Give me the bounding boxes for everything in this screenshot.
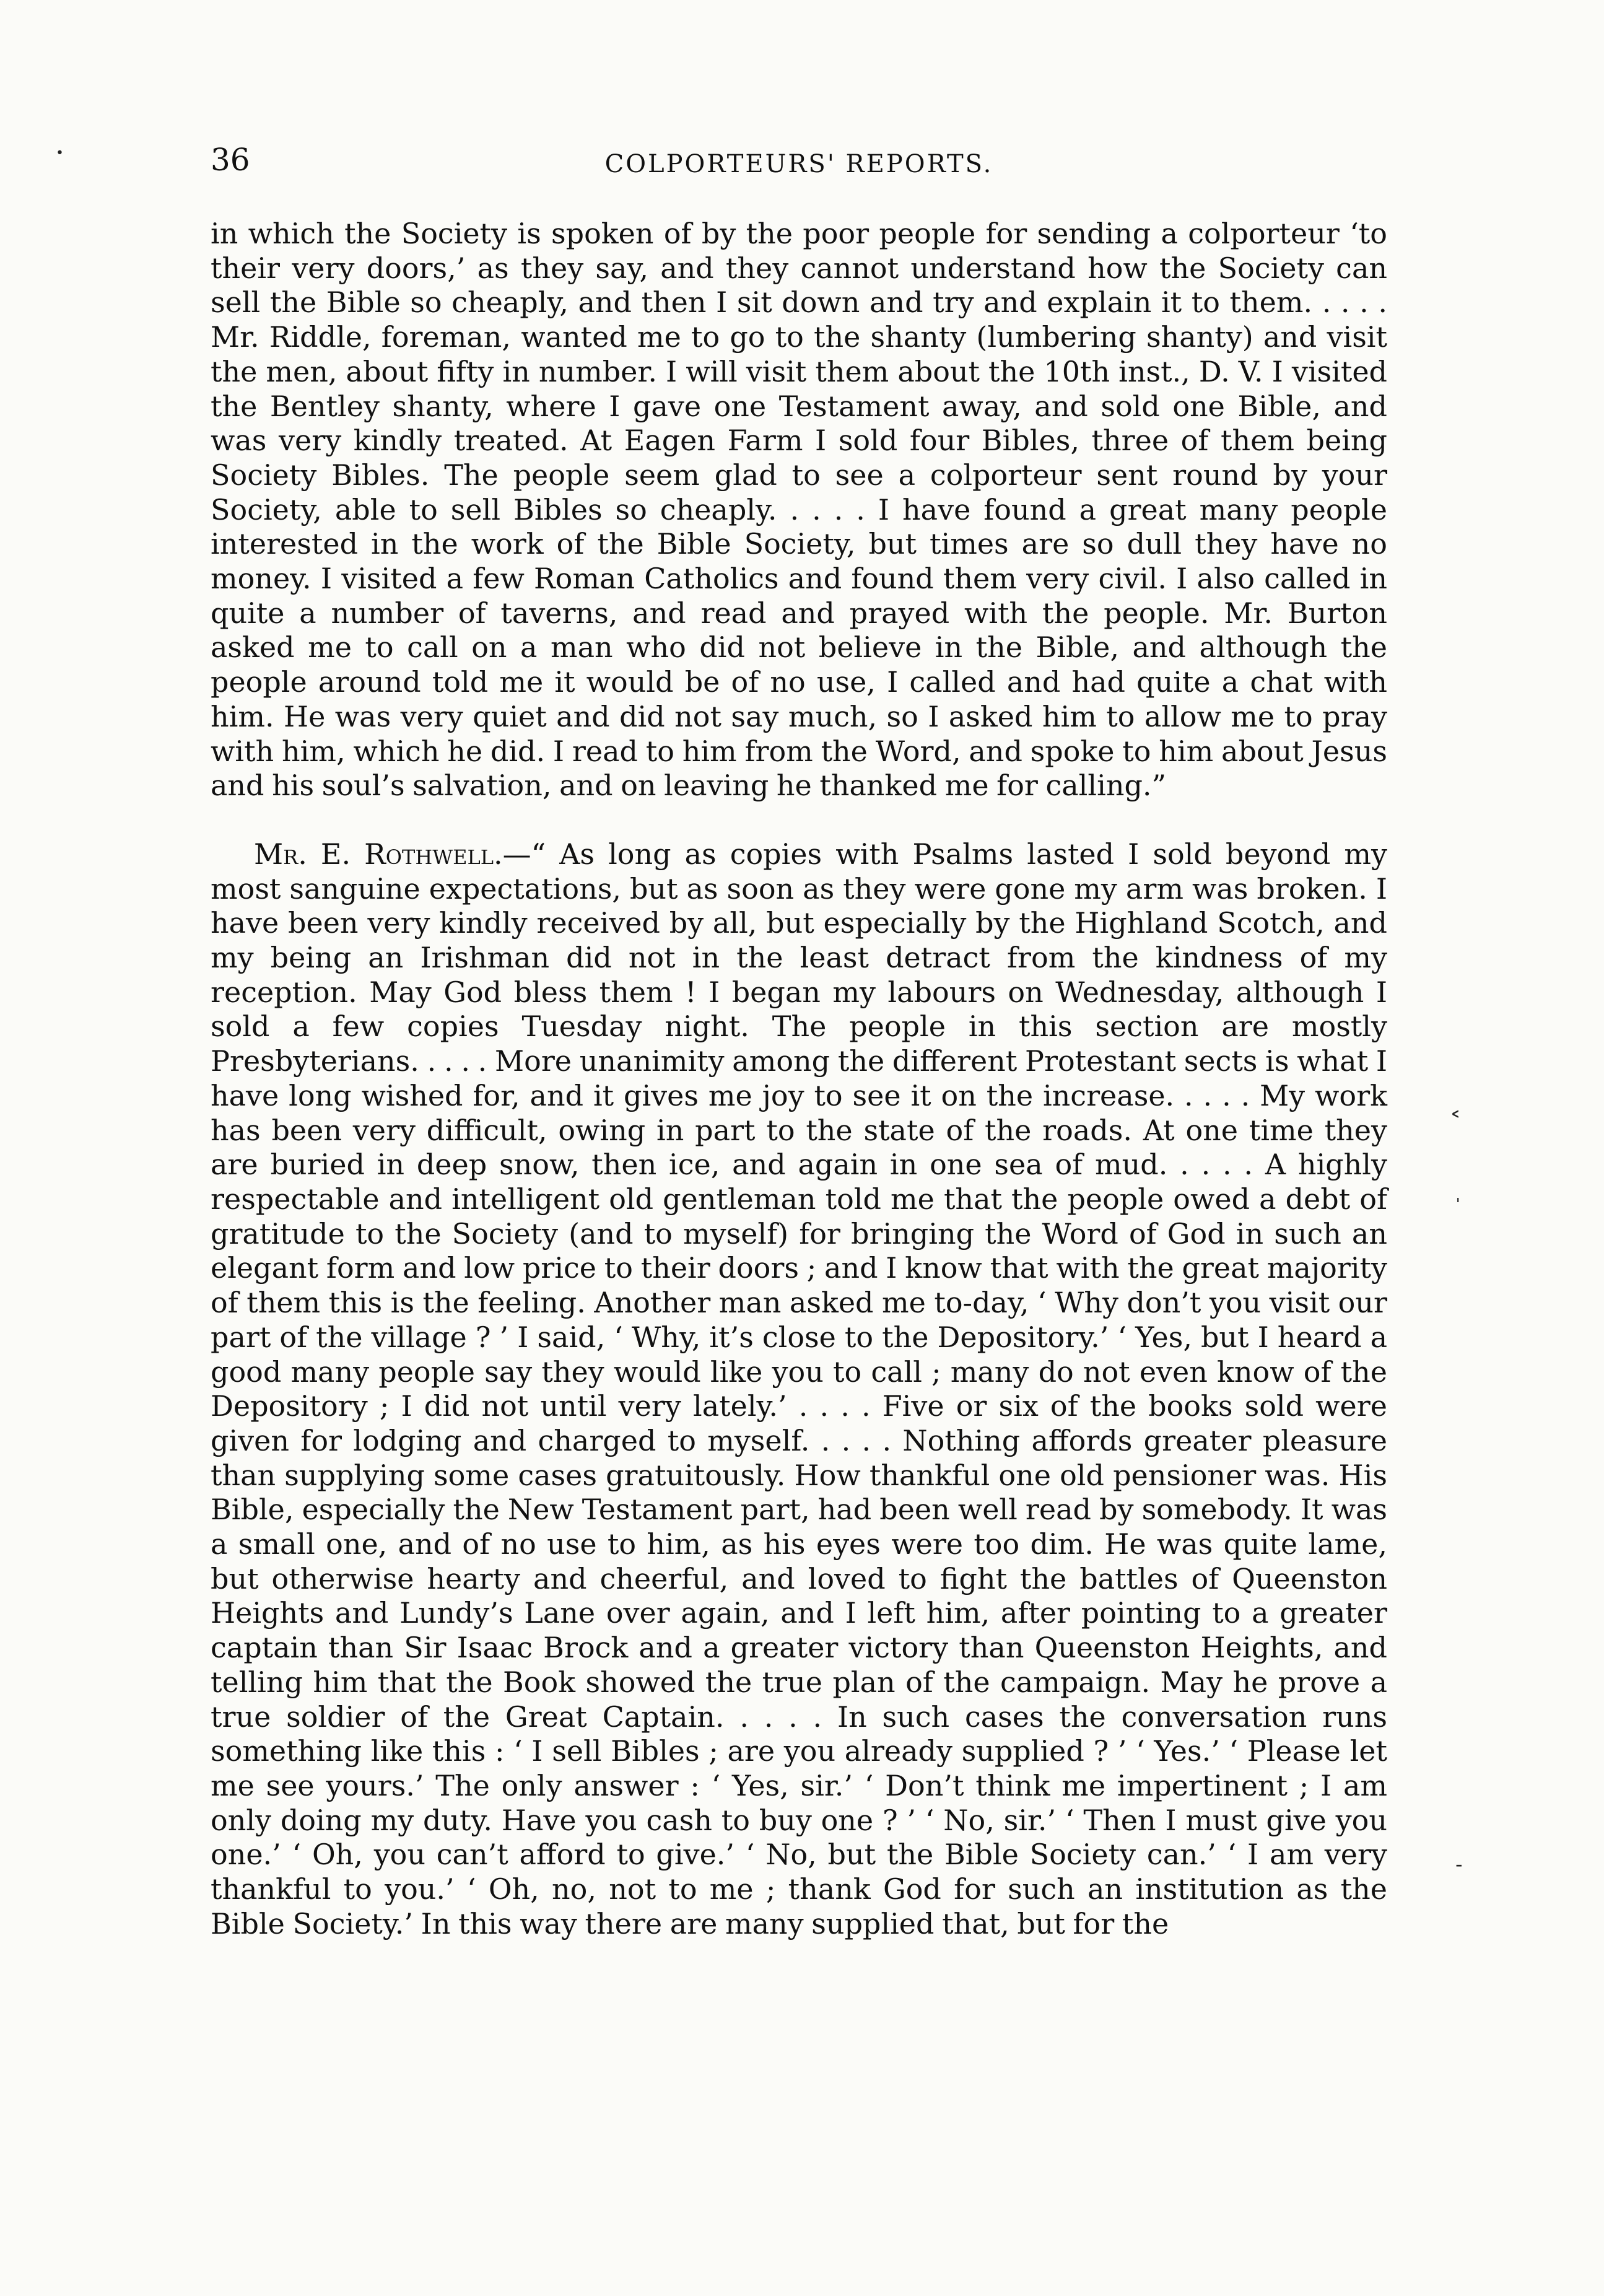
page-number: 36 (211, 142, 250, 178)
running-title: COLPORTEURS' REPORTS. (604, 150, 993, 178)
speck-mark: • (56, 146, 64, 161)
margin-mark: ˗ (1455, 1852, 1463, 1877)
margin-mark: ˂ (1449, 1109, 1462, 1137)
speaker-name: Mr. E. Rothwell. (254, 837, 503, 871)
paragraph-colporteur-report: in which the Society is spoken of by the poor people for sending a colporteur ‘to their very doors,’ as they say, and they cannot understand how the Society can sell the Bible so cheaply, and then I sit down and try and explain it to them. . . . . Mr. Riddle, foreman, wanted me to go to the shanty (lumbering shanty) and visit the men, about fifty in number. I will visit them about the 10th inst., D. V. I visited the Bentley shanty, where I gave one Testament away, and sold one Bible, and was very kindly treated. At Eagen Farm I sold four Bibles, three of them being Society Bibles. The people seem glad to see a colporteur sent round by your Society, able to sell Bibles so cheaply. . . . . I have found a great many people interested in the work of the Bible Society, but times are so dull they have no money. I visited a few Roman Catholics and found them very civil. I also called in quite a number of taverns, and read and prayed with the people. Mr. Burton asked me to call on a man who did not believe in the Bible, and although the people around told me it would be of no use, I called and had quite a chat with him. He was very quiet and did not say much, so I asked him to allow me to pray with him, which he did. I read to him from the Word, and spoke to him about Jesus and his soul’s salvation, and on leaving he thanked me for calling.” (211, 217, 1387, 803)
paragraph-rothwell-report (211, 837, 1387, 1942)
paragraph-gap (211, 803, 1387, 837)
body-text (211, 217, 1387, 1941)
margin-mark: ˈ (1455, 1195, 1461, 1217)
rothwell-report-text: —“ As long as copies with Psalms lasted I sold beyond my most sanguine expectations, but as soon as they were gone my arm was broken. I have been very kindly received by all, but especially by the Highland Scotch, and my being an Irishman did not in the least detract from the kindness of my reception. May God bless them ! I began my labours on Wednesday, although I sold a few copies Tuesday night. The people in this section are mostly Presbyterians. . . . . More unanimity among the different Protestant sects is what I have long wished for, and it gives me joy to see it on the increase. . . . . My work has been very difficult, owing in part to the state of the roads. At one time they are buried in deep snow, then ice, and again in one sea of mud. . . . . A highly respectable and intelligent old gentleman told me that the people owed a debt of gratitude to the Society (and to myself) for bringing the Word of God in such an elegant form and low price to their doors ; and I know that with the great majority of them this is the feeling. Another man asked me to-day, ‘ Why don’t you visit our part of the village ? ’ I said, ‘ Why, it’s close to the Depository.’ ‘ Yes, but I heard a good many people say they would like you to call ; many do not even know of the Depository ; I did not until very lately.’ . . . . Five or six of the books sold were given for lodging and charged to myself. . . . . Nothing affords greater pleasure than supplying some cases gratuitously. How thankful one old pensioner was. His Bible, especially the New Testament part, had been well read by somebody. It was a small one, and of no use to him, as his eyes were too dim. He was quite lame, but otherwise hearty and cheerful, and loved to fight the battles of Queenston Heights and Lundy’s Lane over again, and I left him, after pointing to a greater captain than Sir Isaac Brock and a greater victory than Queenston Heights, and telling him that the Book showed the true plan of the campaign. May he prove a true soldier of the Great Captain. . . . . In such cases the conversation runs something like this : ‘ I sell Bibles ; are you already supplied ? ’ ‘ Yes.’ ‘ Please let me see yours.’ The only answer : ‘ Yes, sir.’ ‘ Don’t think me impertinent ; I am only doing my duty. Have you cash to buy one ? ’ ‘ No, sir.’ ‘ Then I must give you one.’ ‘ Oh, you can’t afford to give.’ ‘ No, but the Bible Society can.’ ‘ I am very thankful to you.’ ‘ Oh, no, not to me ; thank God for such an institution as the Bible Society.’ In this way there are many supplied that, but for the (211, 837, 1387, 1940)
page-header (211, 141, 1387, 191)
